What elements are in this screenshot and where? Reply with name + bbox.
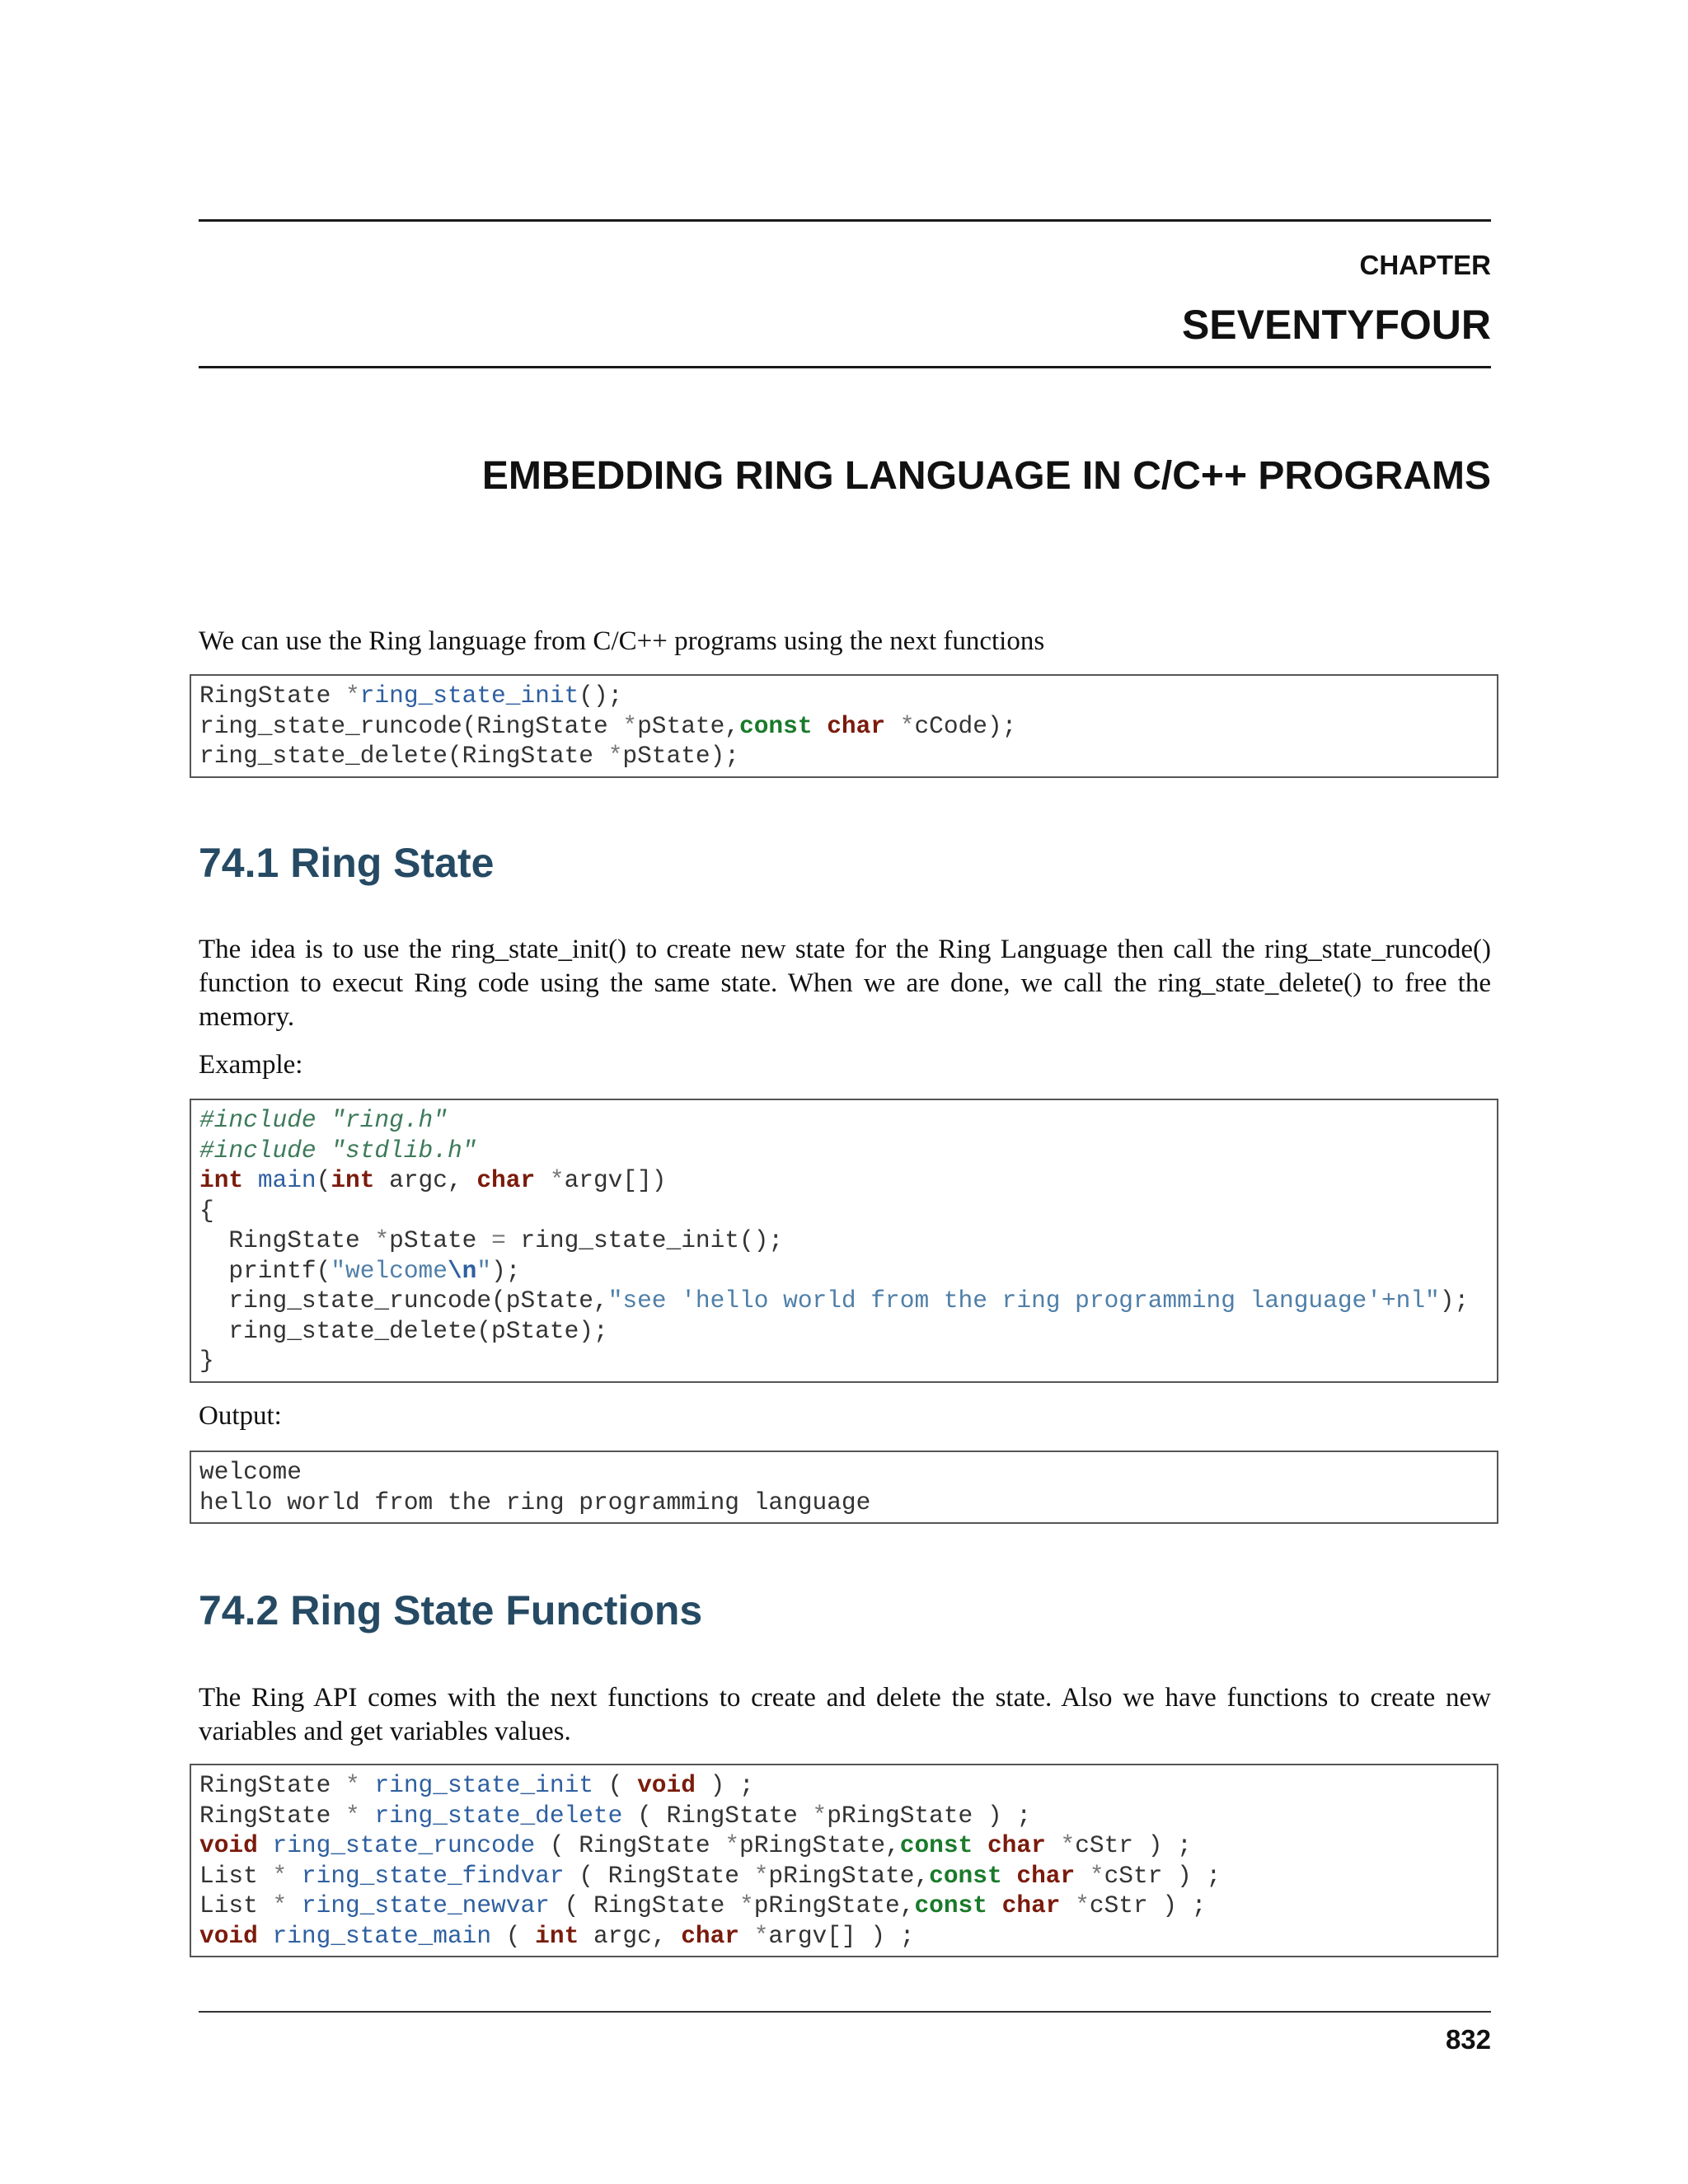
code-token: ) ; [695, 1771, 754, 1799]
code-token: " [476, 1256, 492, 1285]
chapter-top-rule [199, 219, 1491, 222]
code-token: "see 'hello world from the ring programming language'+nl" [607, 1286, 1440, 1315]
code-token [535, 1166, 550, 1194]
code-token: "ring.h" [331, 1106, 448, 1134]
code-line [199, 1770, 1489, 1801]
code-token [258, 1831, 273, 1859]
code-token: ring_state_runcode(RingState [199, 711, 623, 740]
code-token: ring_state_findvar [301, 1861, 565, 1890]
code-token: char [1001, 1891, 1061, 1919]
code-token [243, 1166, 258, 1194]
code-token: ( [593, 1771, 638, 1799]
code-line [199, 1830, 1489, 1861]
code-line [199, 1286, 1489, 1316]
code-line [199, 1136, 1489, 1166]
code-token [813, 712, 828, 740]
code-token: ( RingState [622, 1801, 813, 1830]
code-token: (); [579, 682, 623, 710]
code-token: * [899, 711, 915, 740]
code-token: char [476, 1166, 536, 1194]
code-token: #include [199, 1106, 331, 1134]
code-line [199, 1801, 1489, 1831]
code-token: const [929, 1861, 1002, 1890]
code-token: * [345, 1771, 360, 1799]
code-token: welcome [199, 1458, 302, 1486]
code-token [360, 1771, 375, 1799]
code-token: cStr ) ; [1075, 1831, 1192, 1859]
code-token: ( [491, 1921, 536, 1950]
code-token: { [199, 1196, 214, 1225]
code-token: RingState [199, 682, 346, 710]
code-token [287, 1862, 302, 1890]
code-token: RingState [199, 1801, 346, 1830]
code-token: List [199, 1861, 273, 1890]
code-token: * [753, 1861, 769, 1890]
chapter-title: EMBEDDING RING LANGUAGE IN C/C++ PROGRAMS [481, 454, 1491, 498]
code-token: ring_state_init [374, 1771, 593, 1799]
functions-code-block [190, 1764, 1498, 1957]
code-token: char [681, 1921, 740, 1950]
code-token: ); [491, 1256, 521, 1285]
code-token: ( RingState [549, 1891, 740, 1919]
code-token: } [199, 1347, 214, 1375]
example-code-block [190, 1099, 1498, 1383]
code-token: ring_state_delete(pState); [199, 1316, 608, 1345]
code-token: RingState [199, 1226, 375, 1254]
code-line [199, 1226, 1489, 1256]
code-token: pRingState ) ; [827, 1801, 1032, 1830]
code-token [987, 1891, 1002, 1919]
code-line [199, 741, 1489, 771]
code-token: ring_state_newvar [301, 1891, 550, 1919]
code-token: "stdlib.h" [331, 1136, 477, 1165]
code-token: ring_state_delete [374, 1801, 623, 1830]
code-token: const [739, 711, 813, 740]
code-token: pRingState, [753, 1891, 915, 1919]
section1-paragraph: The idea is to use the ring_state_init() to create new state for the Ring Language then call the ring_state_runcode() function to execut Ring code using the same state. When we are done, we call the ring_state_delete() to free the memory. [199, 935, 1491, 1032]
code-token: hello world from the ring programming language [199, 1488, 871, 1516]
code-token: ( RingState [535, 1831, 725, 1859]
code-token: void [637, 1771, 696, 1799]
code-token: * [753, 1921, 769, 1950]
code-token: argc, [579, 1921, 682, 1950]
code-token: pState, [637, 711, 740, 740]
code-token: * [1075, 1891, 1090, 1919]
code-token [1002, 1862, 1017, 1890]
code-token: argc, [374, 1166, 477, 1194]
code-token: ring_state_init(); [505, 1226, 784, 1254]
code-token: const [899, 1831, 973, 1859]
code-token: * [272, 1891, 288, 1919]
code-token: #include [199, 1136, 331, 1165]
code-token: pRingState, [768, 1861, 930, 1890]
example-label: Example: [199, 1050, 303, 1080]
code-token: * [607, 742, 623, 770]
code-token: int [199, 1166, 244, 1194]
code-token: "welcome [331, 1256, 448, 1285]
code-token: ( [316, 1166, 331, 1194]
code-token: RingState [199, 1771, 346, 1799]
code-token: * [374, 1226, 390, 1254]
code-line [199, 1346, 1489, 1376]
code-line [199, 681, 1489, 711]
code-token: pState); [622, 742, 740, 770]
code-token [1060, 1891, 1075, 1919]
section-title-ring-state: 74.1 Ring State [199, 840, 495, 886]
chapter-label: CHAPTER [1359, 250, 1491, 280]
code-token [739, 1922, 754, 1950]
code-token: cStr ) ; [1089, 1891, 1207, 1919]
code-token: * [812, 1801, 828, 1830]
code-token: const [914, 1891, 987, 1919]
code-token [1075, 1862, 1090, 1890]
code-token: char [1016, 1861, 1076, 1890]
code-line [199, 1861, 1489, 1891]
section2-paragraph: The Ring API comes with the next functions to create and delete the state. Also we have functions to create new variables and get variables values. [199, 1683, 1491, 1746]
code-line [199, 1457, 1489, 1488]
code-line [199, 1921, 1489, 1952]
code-token [287, 1891, 302, 1919]
code-token: = [491, 1226, 506, 1254]
code-token: int [535, 1921, 579, 1950]
code-token: void [199, 1921, 258, 1950]
code-token: * [549, 1166, 565, 1194]
code-token: cStr ) ; [1104, 1861, 1221, 1890]
intro-code-block [190, 674, 1498, 778]
intro-paragraph: We can use the Ring language from C/C++ programs using the next functions [199, 626, 1045, 656]
section-title-ring-state-functions: 74.2 Ring State Functions [199, 1587, 703, 1633]
code-token: ); [1439, 1286, 1470, 1315]
code-token: argv[] ) ; [768, 1921, 915, 1950]
code-token: pState [389, 1226, 492, 1254]
code-token: argv[]) [564, 1166, 667, 1194]
code-token [973, 1831, 987, 1859]
code-token: int [331, 1166, 375, 1194]
code-token: cCode); [914, 711, 1017, 740]
code-token [885, 712, 900, 740]
code-line [199, 711, 1489, 742]
code-line [199, 1196, 1489, 1226]
code-token: ring_state_runcode [272, 1831, 536, 1859]
code-token: ring_state_runcode(pState, [199, 1286, 608, 1315]
code-token: * [1089, 1861, 1104, 1890]
chapter-number: SEVENTYFOUR [1181, 302, 1491, 348]
code-token [258, 1922, 273, 1950]
code-token: * [345, 682, 360, 710]
code-token: * [272, 1861, 288, 1890]
code-token: * [1060, 1831, 1076, 1859]
code-token: * [622, 711, 638, 740]
code-token: pRingState, [739, 1831, 900, 1859]
chapter-bottom-rule [199, 366, 1491, 368]
code-token: * [724, 1831, 740, 1859]
code-token: ( RingState [564, 1861, 754, 1890]
footer-rule [199, 2011, 1491, 2013]
code-line [199, 1488, 1489, 1518]
code-line [199, 1165, 1489, 1196]
output-code-block [190, 1451, 1498, 1524]
code-token: * [739, 1891, 754, 1919]
code-line [199, 1316, 1489, 1347]
code-line [199, 1105, 1489, 1136]
code-token: List [199, 1891, 273, 1919]
code-token: main [257, 1166, 316, 1194]
code-line [199, 1891, 1489, 1921]
code-token: char [987, 1831, 1046, 1859]
code-token: ring_state_delete(RingState [199, 742, 608, 770]
code-line [199, 1256, 1489, 1286]
code-token: printf( [199, 1256, 331, 1285]
code-token: ring_state_init [359, 682, 579, 710]
code-token: void [199, 1831, 258, 1859]
page-number: 832 [1445, 2024, 1491, 2055]
output-label: Output: [199, 1401, 282, 1431]
code-token [1046, 1831, 1061, 1859]
code-token [360, 1802, 375, 1830]
code-token: char [827, 711, 886, 740]
code-token: ring_state_main [272, 1921, 492, 1950]
code-token: * [345, 1801, 360, 1830]
code-token: \n [447, 1256, 477, 1285]
